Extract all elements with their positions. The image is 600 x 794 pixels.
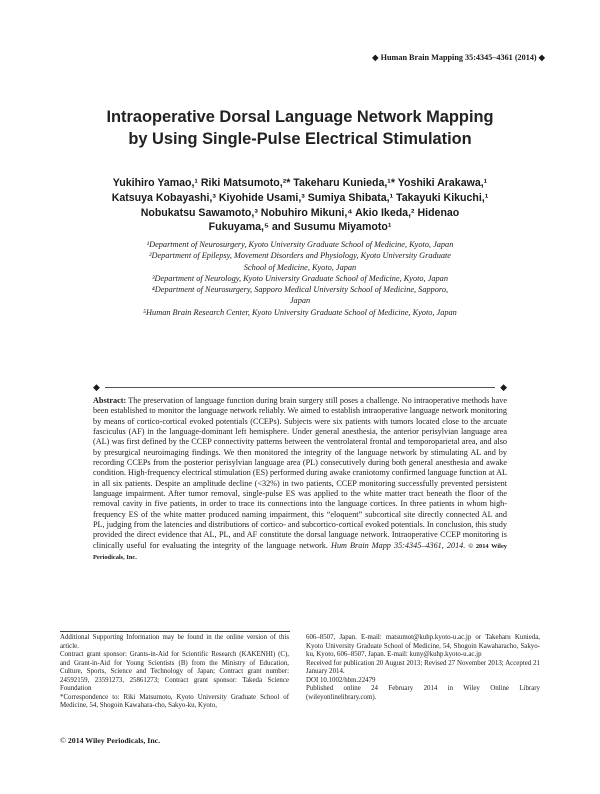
doi: DOI 10.1002/hbm.22479 — [306, 676, 376, 684]
correspondence-note: *Correspondence to: Riki Matsumoto, Kyoto University Graduate School of Medicine, 54, Shogoin Kawahara-cho, Sakyo-ku, Kyoto, — [60, 693, 289, 710]
footnotes-left-column — [60, 634, 289, 711]
author-list — [60, 176, 540, 235]
section-divider — [93, 383, 507, 392]
footnote-rule — [60, 631, 290, 632]
paper-title — [60, 106, 540, 150]
footnotes-right-column — [306, 634, 540, 702]
affiliation-line: Japan — [289, 296, 311, 306]
copyright-icon: © — [60, 736, 66, 745]
author-line: Fukuyama,⁵ and Susumu Miyamoto¹ — [208, 221, 392, 234]
supporting-info-note: Additional Supporting Information may be found in the online version of this article. — [60, 634, 289, 650]
author-line: Yukihiro Yamao,¹ Riki Matsumoto,²* Takeharu Kunieda,¹* Yoshiki Arakawa,¹ — [112, 177, 488, 189]
author-line: Katsuya Kobayashi,³ Kiyohide Usami,³ Sumiya Shibata,¹ Takayuki Kikuchi,¹ — [111, 191, 489, 204]
journal-header: ◆ Human Brain Mapping 35:4345–4361 (2014) ◆ — [372, 53, 545, 62]
published-online-note: Published online 24 February 2014 in Wiley Online Library (wileyonlinelibrary.com). — [306, 685, 540, 701]
publication-dates: Received for publication 20 August 2013; Revised 27 November 2013; Accepted 21 January 2014. — [306, 659, 540, 676]
author-line: Nobukatsu Sawamoto,³ Nobuhiro Mikuni,⁴ Akio Ikeda,² Hidenao — [140, 206, 460, 219]
copyright-text: 2014 Wiley Periodicals, Inc. — [67, 736, 161, 745]
affiliation-line: ³Department of Neurology, Kyoto University Graduate School of Medicine, Kyoto, Japan — [152, 273, 448, 283]
copyright-footer — [60, 736, 160, 745]
affiliation-line: School of Medicine, Kyoto, Japan — [243, 262, 357, 272]
diamond-icon: ◆ — [500, 382, 507, 392]
affiliation-line: ⁴Department of Neurosurgery, Sapporo Medical University School of Medicine, Sapporo, — [151, 285, 449, 295]
affiliation-line: ⁵Human Brain Research Center, Kyoto University Graduate School of Medicine, Kyoto, Japan — [143, 307, 457, 317]
abstract-body: The preservation of language function during brain surgery still poses a challenge. No intraoperative methods have been established to monitor the language network reliably. We aimed to establish intraoperative language network monitoring by means of cortico-cortical evoked potentials (CCEPs). Subjects were six patients with tumors located close to the arcuate fasciculus (AF) in the language-dominant left hemisphere. Under general anesthesia, the anterior perisylvian language area (AL) was first defined by the CCEP connectivity patterns between the ventrolateral frontal and temporoparietal area, and also by presurgical neuroimaging findings. We then monitored the integrity of the language network by stimulating AL and by recording CCEPs from the posterior perisylvian language area (PL) consecutively during both general anesthesia and awake condition. High-frequency electrical stimulation (ES) performed during awake craniotomy confirmed language function at AL in all six patients. Despite an amplitude decline (<32%) in two patients, CCEP monitoring successfully prevented persistent language impairment. After tumor removal, single-pulse ES was applied to the white matter tract beneath the floor of the removal cavity in five patients, in order to trace its connections into the language cortices. In three patients in whom high-frequency ES of the white matter produced naming impairment, this “eloquent” subcortical site directly connected AL and PL, judging from the latencies and distributions of cortico- and subcortico-cortical evoked potentials. In conclusion, this study provided the direct evidence that AL, PL, and AF constitute the dorsal language network. Intraoperative CCEP monitoring is clinically useful for evaluating the integrity of the language network. — [93, 396, 507, 550]
abstract — [93, 396, 507, 564]
affiliation-line: ²Department of Epilepsy, Movement Disorders and Physiology, Kyoto University Graduate — [149, 251, 451, 261]
abstract-citation: Hum Brain Mapp 35:4345–4361, 2014. — [331, 540, 466, 550]
correspondence-continued: 606–8507, Japan. E-mail: matsumot@kuhp.kyoto-u.ac.jp or Takeharu Kunieda, Kyoto University Graduate School of Medicine, 54, Shogoin Kawaharacho, Sakyo-ku, Kyoto, 606–8507, Japan. E-mail: kuny@kuhp.kyoto-u.ac.jp — [306, 634, 540, 659]
title-line: by Using Single-Pulse Electrical Stimulation — [128, 130, 472, 148]
affiliation-list — [90, 239, 510, 318]
abstract-label: Abstract: — [93, 396, 127, 405]
title-line: Intraoperative Dorsal Language Network Mapping — [106, 108, 494, 126]
abstract-copyright: © 2014 Wiley Periodicals, Inc. — [93, 542, 507, 562]
grant-sponsor-note: Contract grant sponsor: Grants-in-Aid for Scientific Research (KAKENHI) (C), and Grant-in-Aid for Young Scientists (B) from the Ministry of Education, Culture, Sports, Science and Technology of Japan; Contract grant number: 24592159, 23591273, 25861273; Contract grant sponsor: Takeda Science Foundation — [60, 651, 289, 693]
divider-line — [105, 387, 495, 388]
diamond-icon: ◆ — [93, 382, 100, 392]
affiliation-line: ¹Department of Neurosurgery, Kyoto University Graduate School of Medicine, Kyoto, Japan — [146, 240, 454, 249]
